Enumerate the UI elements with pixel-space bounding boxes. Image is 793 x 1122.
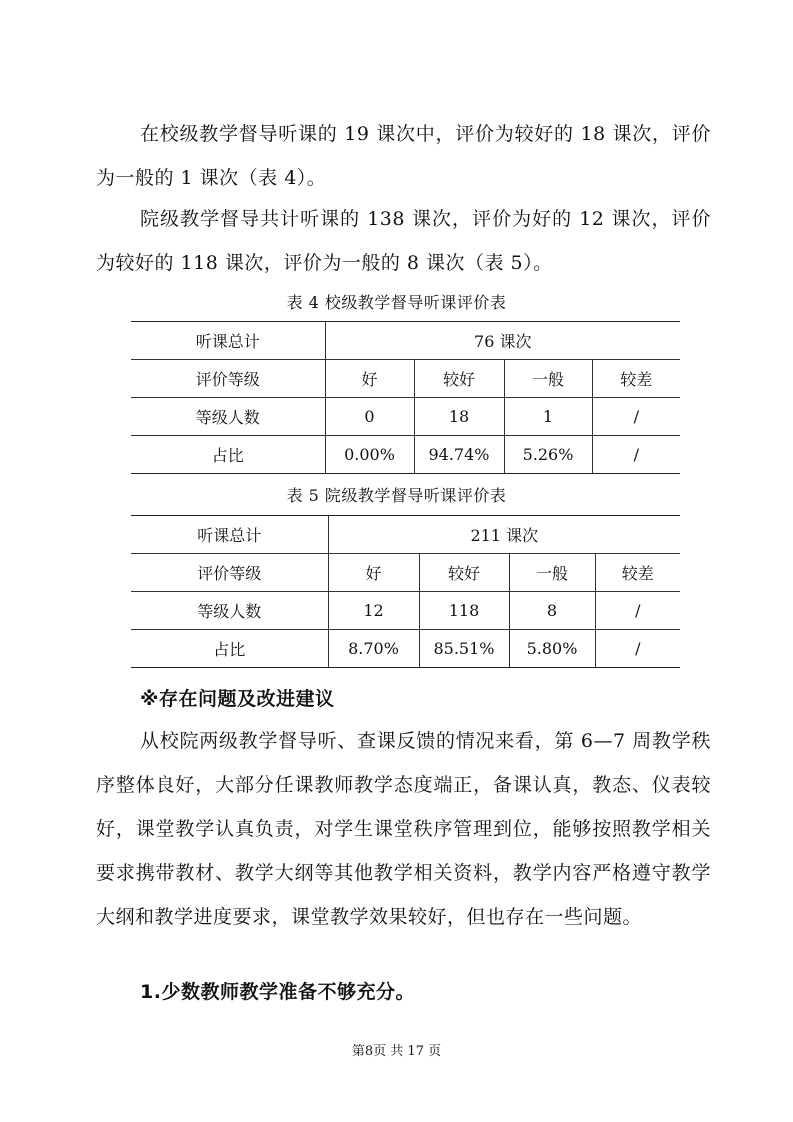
table-cell: 8	[509, 592, 595, 630]
table5-caption: 表 5 院级教学督导听课评价表	[286, 486, 507, 505]
table-cell: 等级人数	[131, 398, 325, 436]
table-cell: 0.00%	[325, 436, 414, 474]
table-cell: 76 课次	[325, 322, 680, 360]
table-cell: /	[595, 630, 680, 668]
table-cell: 评价等级	[131, 360, 325, 398]
table5-college-evaluation	[131, 515, 680, 668]
table-cell: 12	[328, 592, 419, 630]
table-cell: 118	[419, 592, 509, 630]
table-cell: 占比	[131, 630, 328, 668]
paragraph-school-supervision: 在校级教学督导听课的 19 课次中，评价为较好的 18 课次，评价为一般的 1 课次（表 4）。	[96, 123, 711, 189]
table-cell: 0	[325, 398, 414, 436]
table-cell: 8.70%	[328, 630, 419, 668]
table-cell: 听课总计	[131, 322, 325, 360]
paragraph-college-supervision: 院级教学督导共计听课的 138 课次，评价为好的 12 课次，评价为较好的 118 课次，评价为一般的 8 课次（表 5）。	[96, 208, 711, 274]
table-cell: 1	[504, 398, 592, 436]
table-cell: 较好	[419, 554, 509, 592]
table-cell: /	[595, 592, 680, 630]
table-cell: 5.26%	[504, 436, 592, 474]
table-row	[131, 360, 680, 398]
table-cell: 一般	[504, 360, 592, 398]
table-row	[131, 592, 680, 630]
table4-school-evaluation	[131, 321, 680, 474]
table-row	[131, 398, 680, 436]
section-heading: ※存在问题及改进建议	[140, 688, 335, 710]
section-body-paragraph: 从校院两级教学督导听、查课反馈的情况来看，第 6—7 周教学秩序整体良好，大部分任课教师教学态度端正，备课认真，教态、仪表较好，课堂教学认真负责，对学生课堂秩序管理到位，能够按照教学相关要求携带教材、教学大纲等其他教学相关资料，教学内容严格遵守教学大纲和教学进度要求，课堂教学效果较好，但也存在一些问题。	[96, 730, 711, 928]
table-cell: /	[592, 436, 680, 474]
table-cell: 好	[325, 360, 414, 398]
table-cell: 85.51%	[419, 630, 509, 668]
problem-subheading: 1.少数教师教学准备不够充分。	[140, 981, 415, 1003]
table-cell: 5.80%	[509, 630, 595, 668]
table-cell: 好	[328, 554, 419, 592]
table-cell: 评价等级	[131, 554, 328, 592]
table-row	[131, 630, 680, 668]
table-cell: 占比	[131, 436, 325, 474]
table-cell: 较好	[414, 360, 504, 398]
table-cell: 等级人数	[131, 592, 328, 630]
page-footer: 第8页 共 17 页	[351, 1044, 442, 1059]
table-row	[131, 516, 680, 554]
table-row	[131, 436, 680, 474]
table-cell: 211 课次	[328, 516, 680, 554]
table4-caption: 表 4 校级教学督导听课评价表	[286, 293, 507, 312]
table-cell: 听课总计	[131, 516, 328, 554]
table-cell: 一般	[509, 554, 595, 592]
table-cell: 18	[414, 398, 504, 436]
table-cell: 较差	[595, 554, 680, 592]
table-row	[131, 554, 680, 592]
table-cell: 94.74%	[414, 436, 504, 474]
table-cell: /	[592, 398, 680, 436]
table-cell: 较差	[592, 360, 680, 398]
table-row	[131, 322, 680, 360]
